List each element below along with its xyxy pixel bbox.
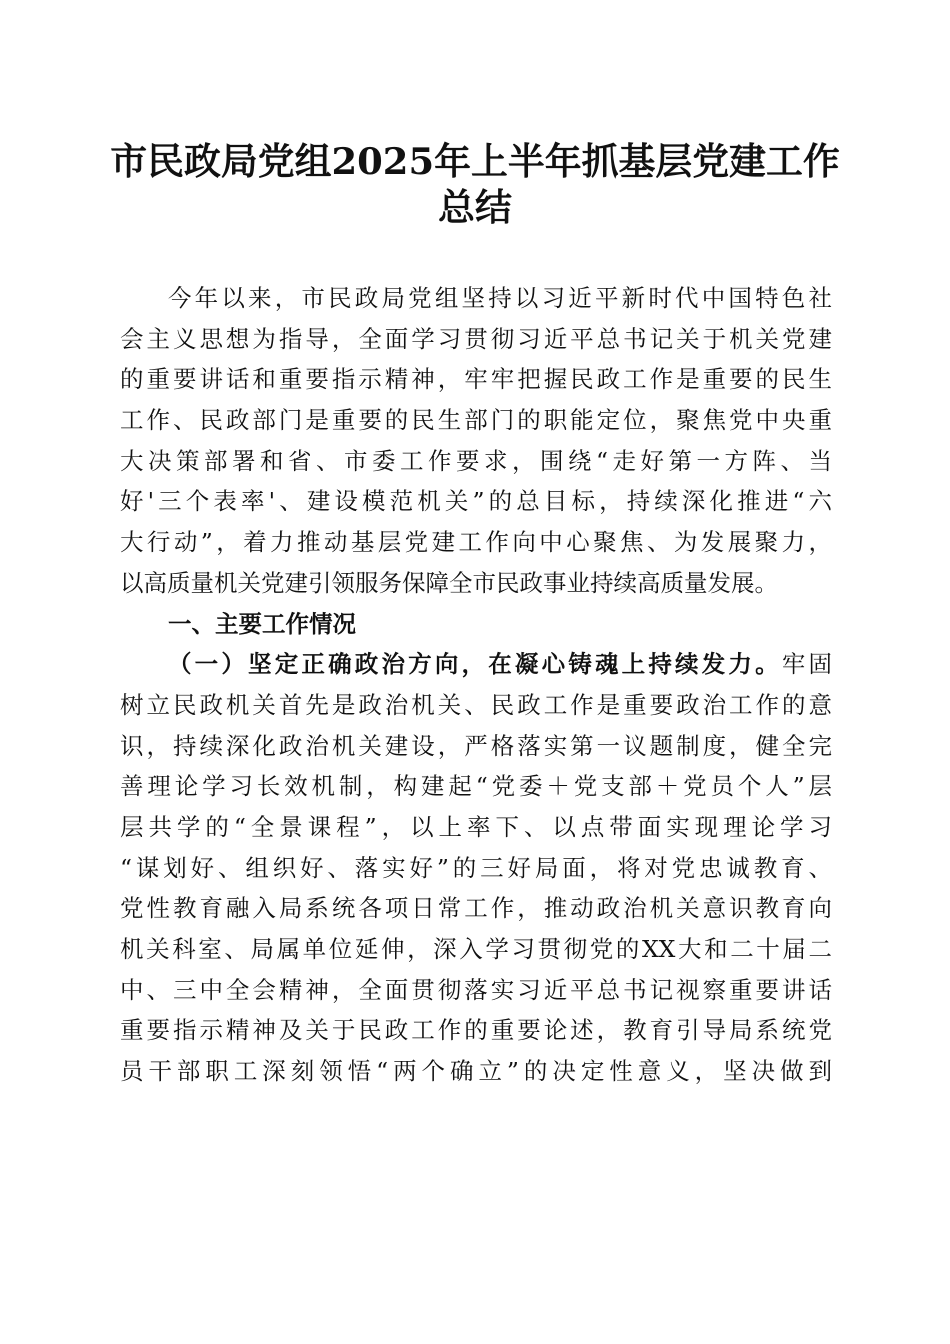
- paragraph-line: 树立民政机关首先是政治机关、民政工作是重要政治工作的意: [120, 690, 832, 719]
- paragraph-line: 的重要讲话和重要指示精神，牢牢把握民政工作是重要的民生: [120, 365, 832, 394]
- document-body: [120, 278, 832, 1092]
- subsection-heading: （一）坚定正确政治方向，在凝心铸魂上持续发力。: [168, 650, 782, 679]
- paragraph-line: 员干部职工深刻领悟“两个确立”的决定性意义，坚决做到: [120, 1057, 832, 1086]
- paragraph-line: 党性教育融入局系统各项日常工作，推动政治机关意识教育向: [120, 894, 832, 923]
- paragraph-line: 以高质量机关党建引领服务保障全市民政事业持续高质量发展。: [120, 568, 778, 597]
- paragraph-line: 工作、民政部门是重要的民生部门的职能定位，聚焦党中央重: [120, 406, 832, 435]
- document-title: [110, 138, 840, 230]
- section-heading: 一、主要工作情况: [168, 609, 356, 638]
- paragraph-line: 今年以来，市民政局党组坚持以习近平新时代中国特色社: [168, 284, 832, 312]
- paragraph-line: 好'三个表率'、建设模范机关”的总目标，持续深化推进“六: [120, 487, 832, 516]
- paragraph-line: 大行动”，着力推动基层党建工作向中心聚焦、为发展聚力，: [120, 528, 832, 557]
- subsection-first-rest: 牢固: [781, 650, 832, 679]
- paragraph-line: “谋划好、组织好、落实好”的三好局面，将对党忠诚教育、: [120, 853, 832, 882]
- paragraph-line: 中、三中全会精神，全面贯彻落实习近平总书记视察重要讲话: [120, 975, 832, 1004]
- paragraph-line: 重要指示精神及关于民政工作的重要论述，教育引导局系统党: [120, 1016, 832, 1045]
- paragraph-line: 善理论学习长效机制，构建起“党委＋党支部＋党员个人”层: [120, 772, 832, 801]
- paragraph-line: 识，持续深化政治机关建设，严格落实第一议题制度，健全完: [120, 731, 832, 760]
- paragraph-line: 机关科室、局属单位延伸，深入学习贯彻党的XX大和二十届二: [120, 935, 832, 963]
- title-line-1: 市民政局党组2025年上半年抓基层党建工作: [110, 139, 840, 183]
- title-line-2: 总结: [438, 185, 512, 229]
- subsection-first-line: [120, 644, 832, 685]
- paragraph-line: 大决策部署和省、市委工作要求，围绕“走好第一方阵、当: [120, 446, 832, 475]
- paragraph-line: 会主义思想为指导，全面学习贯彻习近平总书记关于机关党建: [120, 324, 832, 353]
- paragraph-line: 层共学的“全景课程”，以上率下、以点带面实现理论学习: [120, 812, 832, 841]
